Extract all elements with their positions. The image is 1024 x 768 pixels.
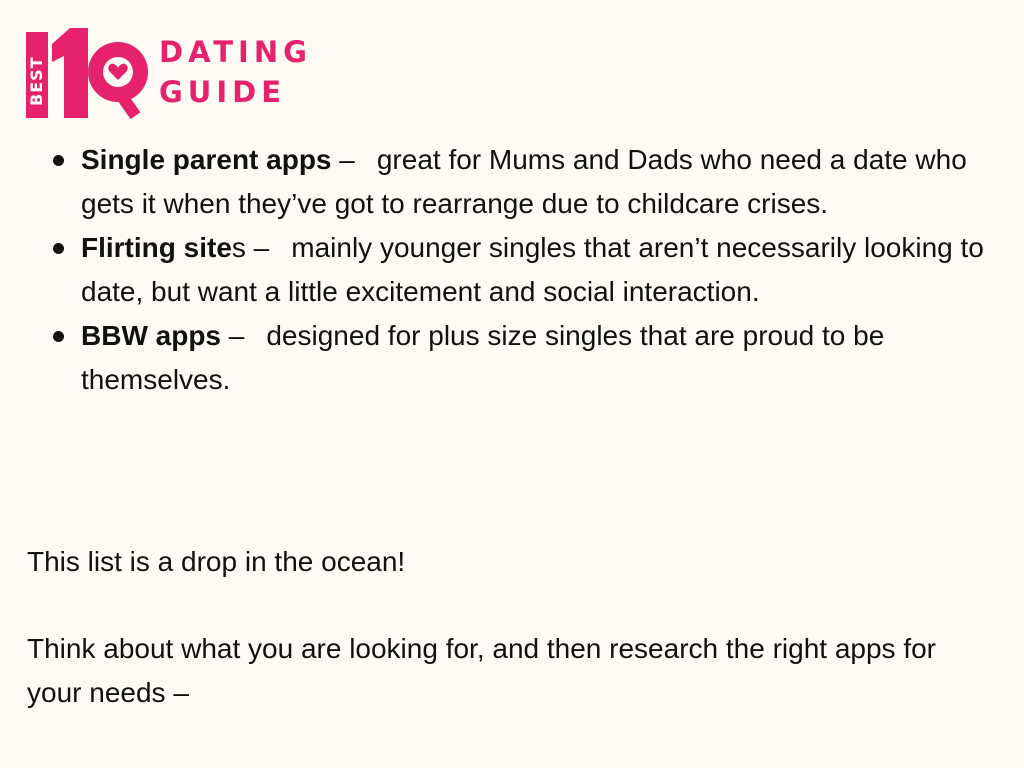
- paragraph-research-advice: Think about what you are looking for, and then research the right apps for your needs –: [27, 633, 937, 708]
- item-description: great for Mums and Dads who need a date who gets it when they’ve got to rearrange due to childcare crises.: [81, 144, 967, 219]
- best-10-badge-icon: [26, 22, 151, 120]
- list-item-flirting-sites: [0, 226, 1024, 314]
- item-title: Flirting site: [81, 232, 232, 263]
- bullet-dot: [53, 243, 64, 254]
- item-dash: –: [331, 144, 355, 175]
- item-title: Single parent apps: [81, 144, 332, 175]
- logo: [26, 22, 326, 120]
- badge-word: BEST: [27, 56, 46, 106]
- logo-line-guide: GUIDE: [159, 75, 287, 109]
- bullet-dot: [53, 155, 64, 166]
- item-description: mainly younger singles that aren’t necessarily looking to date, but want a little excitement and social interaction.: [81, 232, 984, 307]
- paragraph-drop-in-ocean: This list is a drop in the ocean!: [27, 546, 406, 577]
- item-dash: –: [245, 232, 270, 263]
- item-title: BBW apps: [81, 320, 221, 351]
- app-type-list: [0, 138, 1024, 402]
- list-item-bbw-apps: [0, 314, 1024, 402]
- logo-text: [159, 32, 312, 112]
- logo-line-dating: DATING: [159, 35, 312, 69]
- bullet-dot: [53, 331, 64, 342]
- item-title-suffix: s: [231, 232, 246, 263]
- list-item-single-parent-apps: [0, 138, 1024, 226]
- item-dash: –: [221, 320, 245, 351]
- item-description: designed for plus size singles that are proud to be themselves.: [81, 320, 885, 395]
